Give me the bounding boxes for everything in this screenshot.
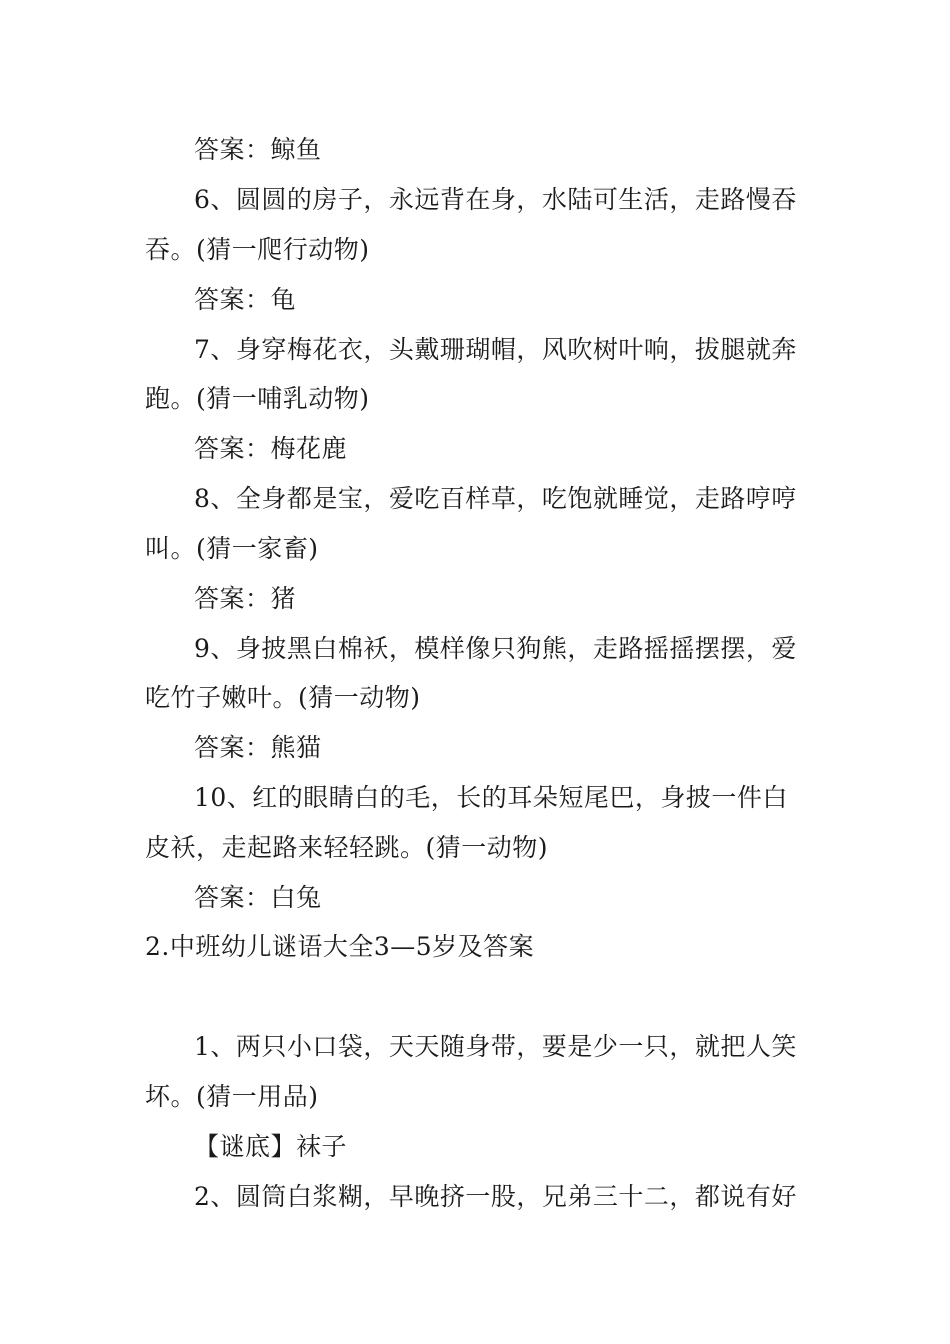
riddle-text: 6、圆圆的房子，永远背在身，水陆可生活，走路慢吞 [194, 185, 797, 214]
riddle-line: 10、红的眼睛白的毛，长的耳朵短尾巴，身披一件白 [194, 783, 788, 812]
answer-line: 答案：梅花鹿 [194, 434, 348, 463]
answer-line: 答案：白兔 [194, 883, 322, 912]
riddle-line: 1、两只小口袋，天天随身带，要是少一只，就把人笑 [194, 1032, 797, 1061]
riddle-line [194, 185, 805, 215]
riddle-line: 吞。(猜一爬行动物) [145, 235, 370, 264]
answer-line: 答案：熊猫 [194, 733, 322, 762]
riddle-line: 9、身披黑白棉袄，模样像只狗熊，走路摇摇摆摆，爱 [194, 634, 797, 663]
answer-line: 答案：龟 [194, 285, 297, 314]
riddle-line: 跑。(猜一哺乳动物) [145, 384, 370, 413]
riddle-line: 8、全身都是宝，爱吃百样草，吃饱就睡觉，走路哼哼 [194, 484, 797, 513]
answer-line: 答案：猪 [194, 584, 297, 613]
answer-line: 答案：鲸鱼 [194, 135, 322, 164]
riddle-line: 吃竹子嫩叶。(猜一动物) [145, 683, 421, 712]
riddle-line: 7、身穿梅花衣，头戴珊瑚帽，风吹树叶响，拔腿就奔 [194, 335, 797, 364]
section-heading: 2.中班幼儿谜语大全3—5岁及答案 [145, 932, 535, 961]
answer-line: 【谜底】袜子 [194, 1132, 348, 1161]
riddle-line: 皮袄，走起路来轻轻跳。(猜一动物) [145, 833, 549, 862]
riddle-line: 2、圆筒白浆糊，早晚挤一股，兄弟三十二，都说有好 [194, 1182, 797, 1211]
riddle-line: 叫。(猜一家畜) [145, 534, 319, 563]
riddle-line: 坏。(猜一用品) [145, 1082, 319, 1111]
